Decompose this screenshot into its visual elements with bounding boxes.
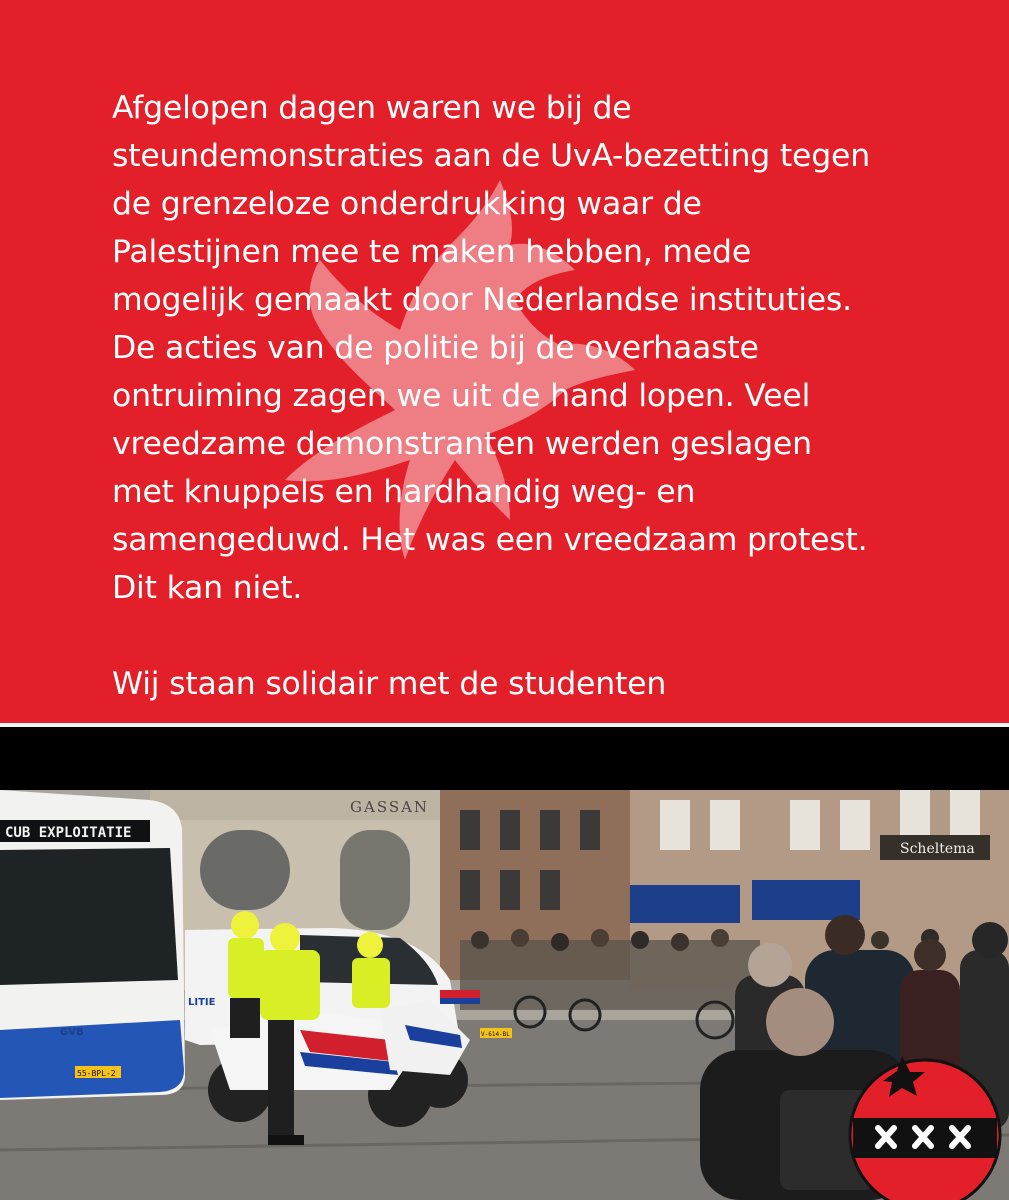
street-photo [0, 790, 1009, 1200]
statement-line: de grenzeloze onderdrukking waar de [112, 186, 702, 222]
street-scene [0, 790, 1009, 1200]
statement-text [112, 84, 992, 708]
bus-operator: GVB [60, 1027, 84, 1038]
statement-line: met knuppels en hardhandig weg- en [112, 474, 696, 510]
statement-line: mogelijk gemaakt door Nederlandse instituties. [112, 282, 852, 318]
statement-line: vreedzame demonstranten werden geslagen [112, 426, 812, 462]
statement-line: Palestijnen mee te maken hebben, mede [112, 234, 752, 270]
paragraph-gap [112, 612, 992, 660]
statement-line: De acties van de politie bij de overhaaste [112, 330, 759, 366]
statement-line: Afgelopen dagen waren we bij de [112, 90, 632, 126]
crowd [460, 940, 760, 1010]
van-text: LITIE [188, 997, 216, 1008]
statement-line: steundemonstraties aan de UvA-bezetting tegen [112, 138, 870, 174]
awning [630, 885, 740, 923]
statement-line: Dit kan niet. [112, 570, 303, 606]
awning [752, 880, 860, 920]
van-plate: V-614-BL [481, 1031, 510, 1038]
black-band [0, 727, 1009, 790]
statement-line: ontruiming zagen we uit de hand lopen. Veel [112, 378, 811, 414]
shop-sign-scheltema: Scheltema [900, 841, 975, 857]
closing-line: Wij staan solidair met de studenten [112, 666, 667, 702]
statement-line: samengeduwd. Het was een vreedzaam protest. [112, 522, 868, 558]
shop-sign-gassan: GASSAN [350, 798, 430, 816]
bus-plate: 55-BPL-2 [77, 1069, 116, 1078]
bus-destination: CUB EXPLOITATIE [5, 825, 132, 841]
